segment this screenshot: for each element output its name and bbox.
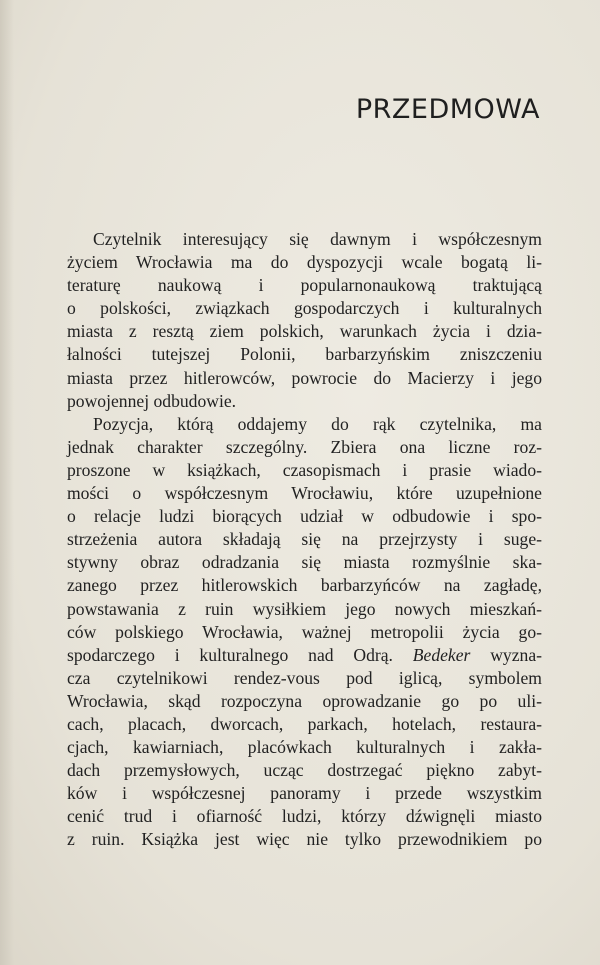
text-line: cjach, kawiarniach, placówkach kulturalnych i zakła- — [67, 737, 542, 758]
text-line-with-italic — [67, 644, 542, 667]
text-line: miasta przez hitlerowców, powrocie do Macierzy i jego — [67, 367, 542, 388]
text-line: Czytelnik interesujący się dawnym i współczesnym — [93, 229, 542, 249]
text-line: powstawania z ruin wysiłkiem jego nowych mieszkań- — [67, 598, 542, 619]
text-line: o relacje ludzi biorących udział w odbudowie i spo- — [67, 506, 542, 527]
text-line: cza czytelnikowi rendez-vous pod iglicą, symbolem — [67, 667, 542, 688]
text-line: strzeżenia autora składają się na przejrzysty i suge- — [67, 529, 542, 550]
text-line: mości o współczesnym Wrocławiu, które uzupełnione — [67, 483, 542, 504]
text-line: powojennej odbudowie. — [67, 390, 237, 411]
text-line: proszone w książkach, czasopismach i prasie wiado- — [67, 459, 542, 480]
text-line: Wrocławia, skąd rozpoczyna oprowadzanie go po uli- — [67, 690, 542, 711]
text-segment: spodarczego i kulturalnego nad Odrą. — [67, 644, 413, 665]
text-line: ców polskiego Wrocławia, ważnej metropolii życia go- — [67, 621, 542, 642]
text-line: życiem Wrocławia ma do dyspozycji wcale bogatą li- — [67, 252, 542, 273]
paragraph-2 — [67, 413, 542, 852]
text-line: dach przemysłowych, ucząc dostrzegać piękno zabyt- — [67, 760, 542, 781]
paragraph-1 — [67, 228, 542, 413]
text-segment: wyzna- — [470, 644, 542, 665]
text-line: miasta z resztą ziem polskich, warunkach życia i dzia- — [67, 321, 542, 342]
text-line: stywny obraz odradzania się miasta rozmyślnie ska- — [67, 552, 542, 573]
text-line: teraturę naukową i popularnonaukową traktującą — [67, 275, 542, 296]
text-line: o polskości, związkach gospodarczych i kulturalnych — [67, 298, 542, 319]
page-spine-shadow — [0, 0, 14, 965]
text-line: jednak charakter szczególny. Zbiera ona liczne roz- — [67, 436, 542, 457]
text-line: cenić trud i ofiarność ludzi, którzy dźwignęli miasto — [67, 806, 542, 827]
text-line: łalności tutejszej Polonii, barbarzyńskim zniszczeniu — [67, 344, 542, 365]
italic-word-bedeker: Bedeker — [412, 644, 471, 665]
text-line: z ruin. Książka jest więc nie tylko przewodnikiem po — [67, 829, 542, 850]
text-line: ków i współczesnej panoramy i przede wszystkim — [67, 783, 542, 804]
text-line: zanego przez hitlerowskich barbarzyńców na zagładę, — [67, 575, 542, 596]
text-line: Pozycja, którą oddajemy do rąk czytelnika, ma — [93, 413, 542, 434]
body-text — [67, 228, 542, 852]
text-line: cach, placach, dworcach, parkach, hotelach, restaura- — [67, 713, 542, 734]
chapter-heading: PRZEDMOWA — [355, 94, 540, 125]
